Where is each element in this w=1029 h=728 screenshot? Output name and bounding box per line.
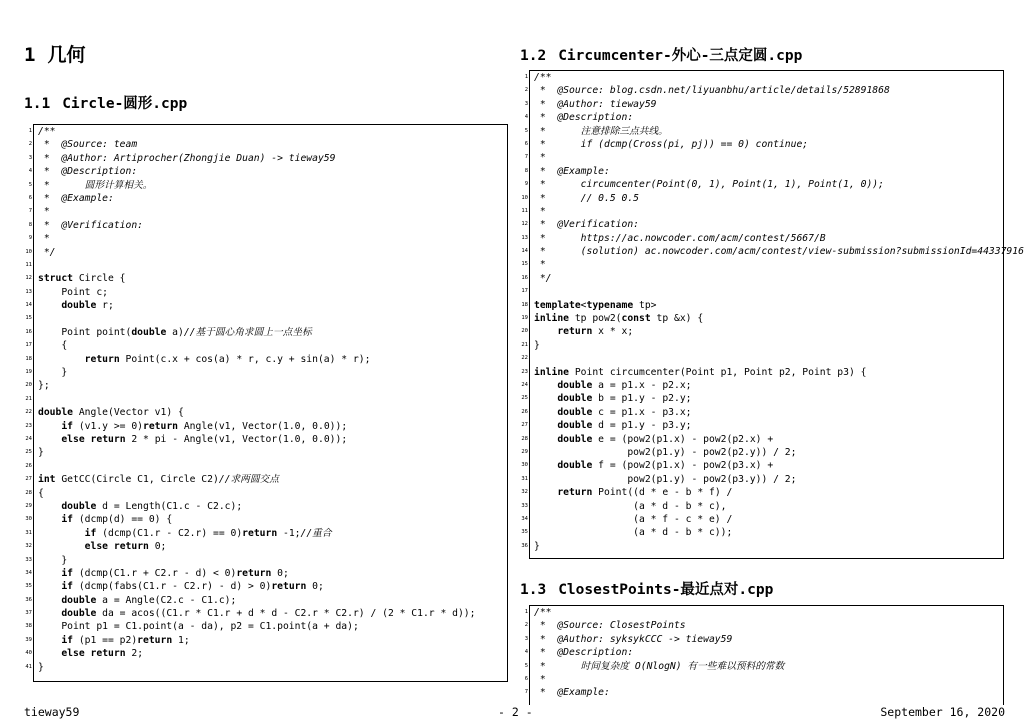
line-number: 2	[524, 87, 528, 94]
code-line	[521, 433, 1003, 446]
code-line	[524, 84, 1003, 97]
line-number: 15	[521, 261, 528, 268]
code-line	[25, 353, 507, 366]
code-text: inline Point circumcenter(Point p1, Point p2, Point p3) {	[534, 366, 867, 378]
line-number: 37	[25, 610, 32, 617]
code-line	[25, 339, 507, 352]
line-number: 33	[521, 502, 528, 509]
code-text	[34, 260, 38, 271]
section-title-circle	[24, 92, 187, 113]
code-text: *	[534, 152, 546, 164]
code-text: double d = p1.y - p3.y;	[557, 420, 692, 432]
section-number: 1.2	[520, 48, 547, 64]
code-line	[25, 299, 507, 312]
line-number: 18	[25, 355, 32, 362]
line-number: 10	[521, 194, 528, 201]
line-number: 24	[521, 381, 528, 388]
code-line	[521, 513, 1003, 526]
code-line	[25, 661, 507, 674]
code-line	[521, 192, 1003, 205]
code-text: {	[38, 487, 44, 499]
code-line	[25, 620, 507, 633]
code-text: * https://ac.nowcoder.com/acm/contest/5667/B	[534, 232, 826, 244]
code-text: *	[534, 259, 546, 271]
code-line	[25, 634, 507, 647]
code-line	[25, 554, 507, 567]
code-listing-circle	[25, 124, 508, 682]
code-text: {	[38, 340, 68, 352]
code-line	[25, 366, 507, 379]
code-line	[524, 71, 1003, 84]
line-number: 27	[521, 422, 528, 429]
code-line	[521, 500, 1003, 513]
code-line	[521, 473, 1003, 486]
code-line	[25, 594, 507, 607]
code-text: * if (dcmp(Cross(pi, pj)) == 0) continue;	[534, 138, 809, 150]
code-text: return x * x;	[557, 326, 634, 338]
code-line	[25, 500, 507, 513]
line-number: 12	[521, 221, 528, 228]
code-line	[25, 446, 507, 459]
line-number: 31	[25, 529, 32, 536]
code-line	[521, 366, 1003, 379]
chapter-title	[24, 40, 85, 67]
code-text: */	[38, 246, 56, 258]
line-number: 38	[25, 623, 32, 630]
line-number: 6	[524, 140, 528, 147]
code-line	[524, 686, 1003, 699]
code-text: * @Author: tieway59	[534, 98, 657, 110]
code-listing-circumcenter	[521, 70, 1024, 559]
section-number: 1.3	[520, 582, 547, 598]
line-number: 23	[521, 368, 528, 375]
line-number: 25	[521, 395, 528, 402]
code-line	[521, 285, 1003, 298]
line-number: 19	[25, 369, 32, 376]
code-line	[28, 205, 507, 218]
code-text: Point c;	[38, 286, 108, 298]
code-line	[25, 246, 507, 259]
code-text: if (v1.y >= 0)return Angle(v1, Vector(1.0, 0.0));	[61, 420, 348, 432]
code-line	[524, 151, 1003, 164]
code-text: double r;	[61, 300, 114, 312]
code-line	[521, 526, 1003, 539]
code-line	[521, 232, 1003, 245]
code-line	[25, 473, 507, 486]
footer-page-number: - 2 -	[498, 705, 533, 719]
line-number: 26	[25, 462, 32, 469]
code-line	[25, 487, 507, 500]
code-text: * circumcenter(Point(0, 1), Point(1, 1), Point(1, 0));	[534, 179, 884, 191]
code-line	[521, 205, 1003, 218]
line-number: 31	[521, 475, 528, 482]
code-text: (a * d - b * c),	[534, 500, 727, 512]
code-line	[25, 312, 507, 325]
code-line	[25, 272, 507, 285]
line-number: 24	[25, 435, 32, 442]
line-number: 39	[25, 636, 32, 643]
code-line	[28, 219, 507, 232]
line-number: 6	[28, 194, 32, 201]
code-line	[25, 540, 507, 553]
code-text: }	[38, 447, 44, 459]
code-text	[530, 286, 534, 297]
code-text: if (p1 == p2)return 1;	[61, 634, 190, 646]
code-text: * 时间复杂度 O(NlogN) 有一些难以预料的常数	[534, 660, 785, 672]
code-text: pow2(p1.y) - pow2(p3.y)) / 2;	[534, 473, 797, 485]
code-text: */	[534, 272, 552, 284]
footer-date: September 16, 2020	[880, 705, 1005, 719]
line-number: 2	[524, 622, 528, 629]
code-text	[34, 461, 38, 472]
code-text: return Point(c.x + cos(a) * r, c.y + sin(a) * r);	[84, 353, 371, 365]
line-number: 25	[25, 449, 32, 456]
code-line	[521, 459, 1003, 472]
code-line	[25, 393, 507, 406]
section-title-circumcenter	[520, 44, 802, 65]
line-number: 28	[25, 489, 32, 496]
code-line	[524, 165, 1003, 178]
line-number: 29	[521, 448, 528, 455]
line-number: 3	[524, 635, 528, 642]
code-text: double da = acos((C1.r * C1.r + d * d - C2.r * C2.r) / (2 * C1.r * d));	[61, 608, 476, 620]
code-text: pow2(p1.y) - pow2(p2.y)) / 2;	[534, 446, 797, 458]
code-text: else return 0;	[84, 541, 167, 553]
code-text: }	[534, 339, 540, 351]
code-line	[524, 633, 1003, 646]
code-text: }	[38, 554, 68, 566]
line-number: 17	[521, 288, 528, 295]
code-text: double a = p1.x - p2.x;	[557, 379, 692, 391]
line-number: 21	[521, 341, 528, 348]
code-text: if (dcmp(d) == 0) {	[61, 514, 173, 526]
code-line	[25, 513, 507, 526]
code-line	[25, 326, 507, 339]
code-line	[521, 245, 1024, 258]
chapter-number: 1	[24, 44, 36, 66]
line-number: 27	[25, 476, 32, 483]
code-line	[25, 433, 507, 446]
line-number: 13	[25, 288, 32, 295]
code-text: double c = p1.x - p3.x;	[557, 406, 692, 418]
line-number: 13	[521, 234, 528, 241]
line-number: 10	[25, 248, 32, 255]
section-title-closestpoints	[520, 578, 773, 599]
code-line	[28, 179, 507, 192]
code-line	[28, 232, 507, 245]
line-number: 5	[524, 127, 528, 134]
code-text: /**	[534, 72, 552, 83]
code-line	[28, 192, 507, 205]
line-number: 35	[521, 529, 528, 536]
code-text: Point p1 = C1.point(a - da), p2 = C1.point(a + da);	[38, 621, 359, 633]
code-text: * @Verification:	[38, 219, 143, 231]
line-number: 2	[28, 141, 32, 148]
line-number: 23	[25, 422, 32, 429]
code-text: * @Source: ClosestPoints	[534, 620, 686, 632]
code-text: double e = (pow2(p1.x) - pow2(p2.x) +	[557, 433, 774, 445]
line-number: 30	[25, 516, 32, 523]
line-number: 21	[25, 395, 32, 402]
code-text: /**	[38, 126, 56, 137]
line-number: 20	[25, 382, 32, 389]
code-line	[524, 111, 1003, 124]
line-number: 4	[524, 114, 528, 121]
code-text: };	[38, 380, 50, 392]
code-text: double f = (pow2(p1.x) - pow2(p3.x) +	[557, 460, 774, 472]
code-line	[524, 646, 1003, 659]
line-number: 3	[524, 100, 528, 107]
code-line	[25, 580, 507, 593]
line-number: 29	[25, 502, 32, 509]
code-text: * @Example:	[534, 687, 610, 699]
line-number: 9	[28, 235, 32, 242]
line-number: 11	[25, 261, 32, 268]
line-number: 6	[524, 675, 528, 682]
line-number: 1	[28, 128, 32, 134]
code-line	[524, 138, 1003, 151]
code-line	[28, 138, 507, 151]
line-number: 26	[521, 408, 528, 415]
code-line	[524, 125, 1003, 138]
code-line	[524, 178, 1003, 191]
code-line	[521, 392, 1003, 405]
code-text: if (dcmp(C1.r - C2.r) == 0)return -1;//重合	[84, 527, 332, 539]
code-text: }	[534, 540, 540, 552]
code-line	[521, 258, 1003, 271]
code-line	[25, 647, 507, 660]
line-number: 16	[521, 274, 528, 281]
code-text: template<typename tp>	[534, 299, 657, 311]
line-number: 14	[521, 248, 528, 255]
line-number: 7	[524, 154, 528, 161]
line-number: 16	[25, 328, 32, 335]
code-line	[524, 660, 1003, 673]
line-number: 17	[25, 342, 32, 349]
line-number: 28	[521, 435, 528, 442]
section-title-text: ClosestPoints-最近点对.cpp	[558, 582, 774, 598]
line-number: 32	[25, 543, 32, 550]
line-number: 34	[25, 569, 32, 576]
line-number: 7	[524, 689, 528, 696]
code-text: /**	[534, 607, 552, 618]
section-title-text: Circumcenter-外心-三点定圆.cpp	[558, 48, 803, 64]
line-number: 32	[521, 489, 528, 496]
line-number: 36	[25, 596, 32, 603]
code-line	[25, 406, 507, 419]
line-number: 40	[25, 650, 32, 657]
section-number: 1.1	[24, 96, 51, 112]
line-number: 14	[25, 302, 32, 309]
code-text: *	[38, 233, 50, 245]
code-text: * @Verification:	[534, 219, 639, 231]
code-text: * // 0.5 0.5	[534, 192, 639, 204]
code-line	[28, 152, 507, 165]
code-text: * @Example:	[534, 165, 610, 177]
code-text: struct Circle {	[38, 273, 126, 285]
code-text: * 圆形计算相关。	[38, 179, 153, 191]
code-line	[25, 527, 507, 540]
code-line	[524, 619, 1003, 632]
code-text: inline tp pow2(const tp &x) {	[534, 313, 704, 325]
code-line	[524, 98, 1003, 111]
code-text: return Point((d * e - b * f) /	[557, 487, 733, 499]
code-text: * @Source: team	[38, 139, 138, 151]
line-number: 18	[521, 301, 528, 308]
code-text: * @Description:	[38, 166, 138, 178]
code-line	[521, 406, 1003, 419]
code-line	[25, 379, 507, 392]
line-number: 41	[25, 663, 32, 670]
section-title-text: Circle-圆形.cpp	[62, 96, 188, 112]
code-line	[25, 420, 507, 433]
line-number: 35	[25, 583, 32, 590]
line-number: 36	[521, 542, 528, 549]
line-number: 3	[28, 154, 32, 161]
code-text: * @Example:	[38, 192, 114, 204]
code-text: int GetCC(Circle C1, Circle C2)//求两圆交点	[38, 474, 279, 486]
code-line	[521, 299, 1003, 312]
line-number: 33	[25, 556, 32, 563]
code-text: else return 2;	[61, 648, 144, 660]
code-text: else return 2 * pi - Angle(v1, Vector(1.0, 0.0));	[61, 433, 348, 445]
chapter-title-text: 几何	[47, 44, 86, 66]
code-text: * @Author: syksykCCC -> tieway59	[534, 633, 733, 645]
code-text: double a = Angle(C2.c - C1.c);	[61, 594, 237, 606]
line-number: 8	[28, 221, 32, 228]
line-number: 15	[25, 315, 32, 322]
code-line	[25, 259, 507, 272]
code-text: * @Description:	[534, 647, 634, 659]
code-text: double b = p1.y - p2.y;	[557, 393, 692, 405]
code-text: * 注意排除三点共线。	[534, 125, 668, 137]
line-number: 12	[25, 275, 32, 282]
code-line	[524, 606, 1003, 619]
line-number: 4	[28, 168, 32, 175]
code-text: (a * d - b * c));	[534, 527, 733, 539]
code-text: * (solution) ac.nowcoder.com/acm/contest/view-submission?submissionId=44337916	[534, 246, 1024, 258]
code-line	[521, 486, 1003, 499]
code-text: * @Description:	[534, 112, 634, 124]
line-number: 5	[28, 181, 32, 188]
line-number: 1	[524, 609, 528, 615]
code-line	[521, 218, 1003, 231]
code-line	[521, 339, 1003, 352]
code-text	[530, 353, 534, 364]
line-number: 22	[25, 409, 32, 416]
code-text: double Angle(Vector v1) {	[38, 407, 184, 419]
code-line	[521, 272, 1003, 285]
code-line	[25, 567, 507, 580]
code-line	[521, 312, 1003, 325]
code-line	[28, 165, 507, 178]
line-number: 5	[524, 662, 528, 669]
code-listing-closestpoints	[524, 605, 1004, 705]
code-line	[521, 352, 1003, 365]
code-line	[521, 325, 1003, 338]
line-number: 19	[521, 315, 528, 322]
code-text: *	[534, 205, 546, 217]
line-number: 1	[524, 74, 528, 80]
code-line	[521, 540, 1003, 553]
line-number: 8	[524, 167, 528, 174]
code-text: Point point(double a)//基于圆心角求圆上一点坐标	[38, 326, 312, 338]
line-number: 7	[28, 208, 32, 215]
line-number: 4	[524, 649, 528, 656]
code-line	[25, 286, 507, 299]
code-text: }	[38, 661, 44, 673]
line-number: 30	[521, 462, 528, 469]
line-number: 22	[521, 355, 528, 362]
line-number: 9	[524, 181, 528, 188]
footer-author: tieway59	[24, 705, 80, 719]
code-line	[524, 673, 1003, 686]
line-number: 11	[521, 207, 528, 214]
code-line	[25, 460, 507, 473]
code-line	[25, 607, 507, 620]
code-text: *	[534, 673, 546, 685]
code-text: (a * f - c * e) /	[534, 513, 733, 525]
code-text	[34, 313, 38, 324]
line-number: 34	[521, 515, 528, 522]
code-line	[28, 125, 507, 138]
line-number: 20	[521, 328, 528, 335]
code-line	[521, 379, 1003, 392]
code-text: * @Source: blog.csdn.net/liyuanbhu/article/details/52891868	[534, 85, 890, 97]
code-text: if (dcmp(fabs(C1.r - C2.r) - d) > 0)return 0;	[61, 581, 324, 593]
code-line	[521, 446, 1003, 459]
code-text: if (dcmp(C1.r + C2.r - d) < 0)return 0;	[61, 567, 289, 579]
code-text: * @Author: Artiprocher(Zhongjie Duan) -> tieway59	[38, 152, 336, 164]
code-text: *	[38, 206, 50, 218]
code-text: }	[38, 367, 68, 379]
code-text	[34, 394, 38, 405]
code-line	[521, 419, 1003, 432]
code-text: double d = Length(C1.c - C2.c);	[61, 500, 243, 512]
